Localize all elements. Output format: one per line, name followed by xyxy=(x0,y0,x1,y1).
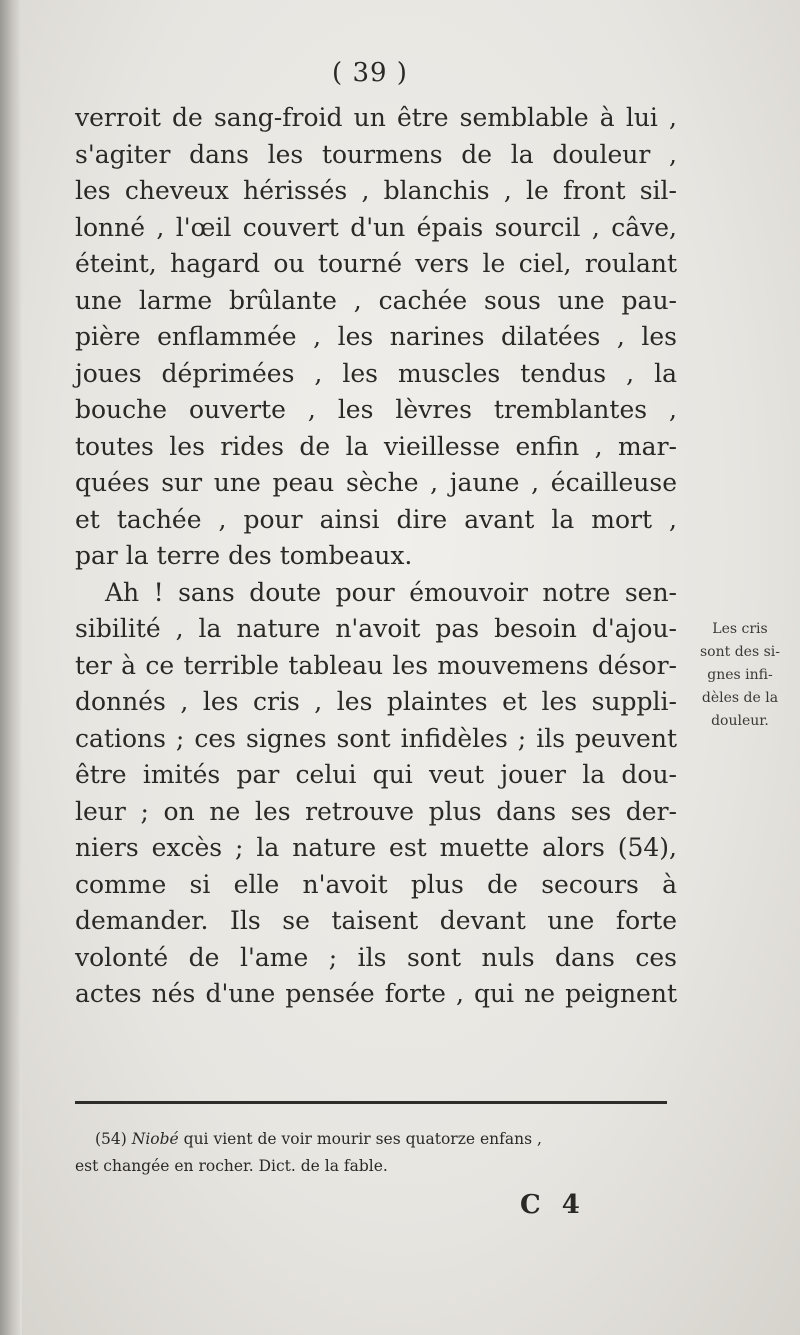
body-line: bouche ouverte , les lèvres tremblantes , xyxy=(75,395,677,424)
margin-note xyxy=(690,618,790,733)
body-line: les cheveux hérissés , blanchis , le front sil- xyxy=(75,176,677,205)
body-line: demander. Ils se taisent devant une forte xyxy=(75,906,677,935)
body-line: cations ; ces signes sont infidèles ; ils peuvent xyxy=(75,723,677,753)
footnote-italic-name: Niobé xyxy=(131,1130,179,1148)
body-line: ter à ce terrible tableau les mouvemens désor- xyxy=(75,650,677,680)
footnote-marker: (54) xyxy=(95,1130,127,1148)
body-line-paragraph-end: par la terre des tombeaux. xyxy=(75,541,413,570)
footnote xyxy=(75,1126,675,1180)
body-line: sibilité , la nature n'avoit pas besoin d'ajou- xyxy=(75,614,677,643)
footnote-text: qui vient de voir mourir ses quatorze enfans , xyxy=(183,1130,542,1148)
body-line: toutes les rides de la vieillesse enfin , mar- xyxy=(75,431,677,461)
body-line: lonné , l'œil couvert d'un épais sourcil , câve, xyxy=(75,212,677,242)
body-line: actes nés d'une pensée forte , qui ne peignent xyxy=(75,979,677,1008)
body-text xyxy=(75,100,677,1013)
body-line: volonté de l'ame ; ils sont nuls dans ces xyxy=(75,942,677,972)
margin-note-line: gnes infi- xyxy=(707,667,773,683)
signature-mark: C 4 xyxy=(520,1190,586,1220)
body-line: leur ; on ne les retrouve plus dans ses der- xyxy=(75,796,677,826)
body-line: verroit de sang-froid un être semblable à lui , xyxy=(75,103,677,132)
footnote-line xyxy=(75,1126,675,1153)
body-line: et tachée , pour ainsi dire avant la mort , xyxy=(75,504,677,534)
body-line: pière enflammée , les narines dilatées , les xyxy=(75,322,677,351)
body-line: quées sur une peau sèche , jaune , écailleuse xyxy=(75,468,677,497)
footnote-line: est changée en rocher. Dict. de la fable. xyxy=(75,1157,388,1175)
body-line: donnés , les cris , les plaintes et les suppli- xyxy=(75,687,677,716)
body-line: éteint, hagard ou tourné vers le ciel, roulant xyxy=(75,249,677,278)
page-number-header: ( 39 ) xyxy=(332,58,408,88)
margin-note-line: Les cris xyxy=(712,621,768,637)
body-line: être imités par celui qui veut jouer la dou- xyxy=(75,760,677,789)
body-line: niers excès ; la nature est muette alors (54), xyxy=(75,833,677,862)
body-line-paragraph-start: Ah ! sans doute pour émouvoir notre sen- xyxy=(105,577,677,607)
body-line: joues déprimées , les muscles tendus , la xyxy=(75,358,677,388)
body-line: comme si elle n'avoit plus de secours à xyxy=(75,869,677,899)
body-line: une larme brûlante , cachée sous une pau- xyxy=(75,285,677,315)
margin-note-line: douleur. xyxy=(711,713,769,729)
body-line: s'agiter dans les tourmens de la douleur , xyxy=(75,139,677,169)
margin-note-line: sont des si- xyxy=(700,644,780,660)
page-binding-edge xyxy=(0,0,22,1335)
margin-note-line: dèles de la xyxy=(701,690,779,706)
footnote-divider xyxy=(75,1101,667,1104)
